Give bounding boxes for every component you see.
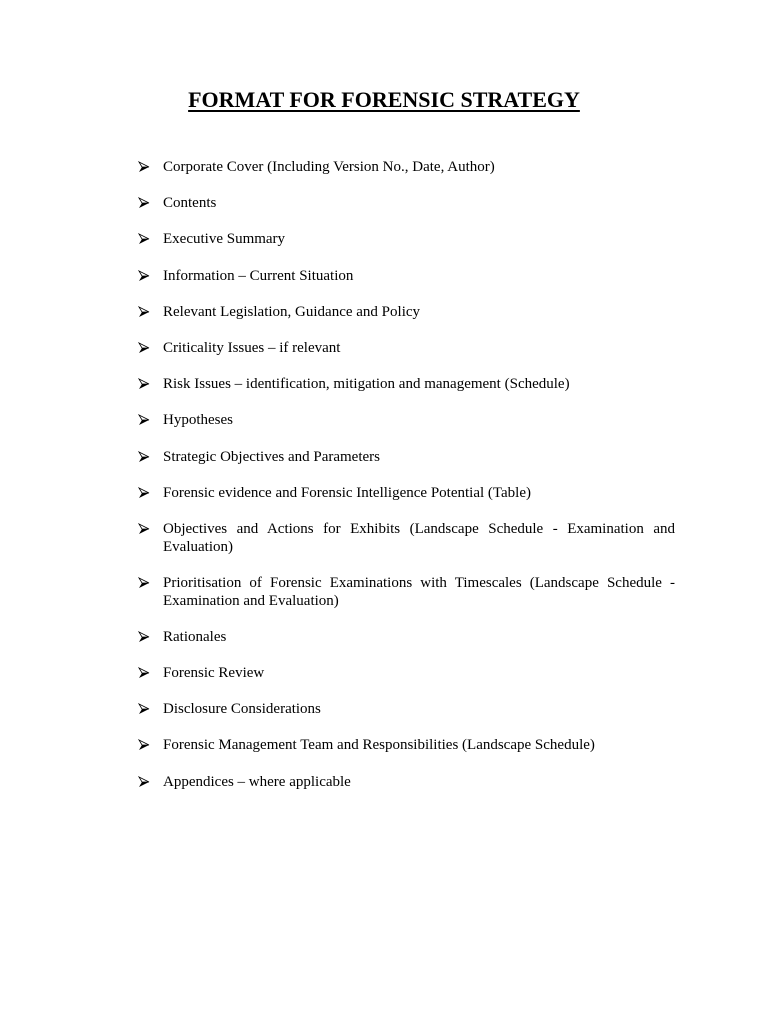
- list-item-text: Disclosure Considerations: [163, 701, 321, 718]
- list-item: [138, 230, 675, 248]
- arrowhead-bullet-icon: [138, 161, 150, 173]
- list-item-text: Forensic Management Team and Responsibilities (Landscape Schedule): [163, 737, 595, 754]
- arrowhead-bullet-icon: [138, 523, 150, 535]
- list-item: [138, 574, 675, 610]
- list-item: [138, 736, 675, 754]
- arrowhead-bullet-icon: [138, 197, 150, 209]
- list-item: [138, 158, 675, 176]
- arrowhead-bullet-icon: [138, 342, 150, 354]
- list-item-text: Criticality Issues – if relevant: [163, 339, 341, 356]
- list-item: [138, 375, 675, 393]
- list-item-text: Relevant Legislation, Guidance and Policy: [163, 303, 421, 320]
- arrowhead-bullet-icon: [138, 451, 150, 463]
- arrowhead-bullet-icon: [138, 667, 150, 679]
- list-item: [138, 303, 675, 321]
- list-item-text: Objectives and Actions for Exhibits (Landscape Schedule - Examination and Evaluation): [163, 520, 675, 555]
- arrowhead-bullet-icon: [138, 577, 150, 589]
- list-item: [138, 448, 675, 466]
- list-item-text: Contents: [163, 195, 217, 212]
- arrowhead-bullet-icon: [138, 487, 150, 499]
- list-item: [138, 700, 675, 718]
- arrowhead-bullet-icon: [138, 233, 150, 245]
- list-item: [138, 628, 675, 646]
- list-item-text: Hypotheses: [163, 412, 233, 429]
- list-item-text: Prioritisation of Forensic Examinations with Timescales (Landscape Schedule - Examination and Evaluation): [163, 574, 675, 609]
- arrowhead-bullet-icon: [138, 739, 150, 751]
- list-item: [138, 520, 675, 556]
- list-item-text: Risk Issues – identification, mitigation and management (Schedule): [163, 376, 570, 393]
- arrowhead-bullet-icon: [138, 414, 150, 426]
- bullet-list: [138, 158, 675, 809]
- arrowhead-bullet-icon: [138, 270, 150, 282]
- arrowhead-bullet-icon: [138, 703, 150, 715]
- arrowhead-bullet-icon: [138, 378, 150, 390]
- list-item-text: Rationales: [163, 628, 227, 645]
- list-item: [138, 267, 675, 285]
- list-item: [138, 339, 675, 357]
- list-item: [138, 411, 675, 429]
- list-item-text: Executive Summary: [163, 231, 286, 248]
- list-item: [138, 194, 675, 212]
- list-item-text: Strategic Objectives and Parameters: [163, 448, 381, 465]
- list-item: [138, 773, 675, 791]
- arrowhead-bullet-icon: [138, 306, 150, 318]
- page-title: FORMAT FOR FORENSIC STRATEGY: [188, 87, 580, 112]
- list-item: [138, 664, 675, 682]
- list-item: [138, 484, 675, 502]
- list-item-text: Information – Current Situation: [163, 267, 354, 284]
- list-item-text: Forensic Review: [163, 665, 265, 682]
- list-item-text: Corporate Cover (Including Version No., Date, Author): [163, 159, 495, 175]
- list-item-text: Appendices – where applicable: [163, 773, 351, 790]
- arrowhead-bullet-icon: [138, 631, 150, 643]
- arrowhead-bullet-icon: [138, 776, 150, 788]
- list-item-text: Forensic evidence and Forensic Intelligence Potential (Table): [163, 484, 531, 501]
